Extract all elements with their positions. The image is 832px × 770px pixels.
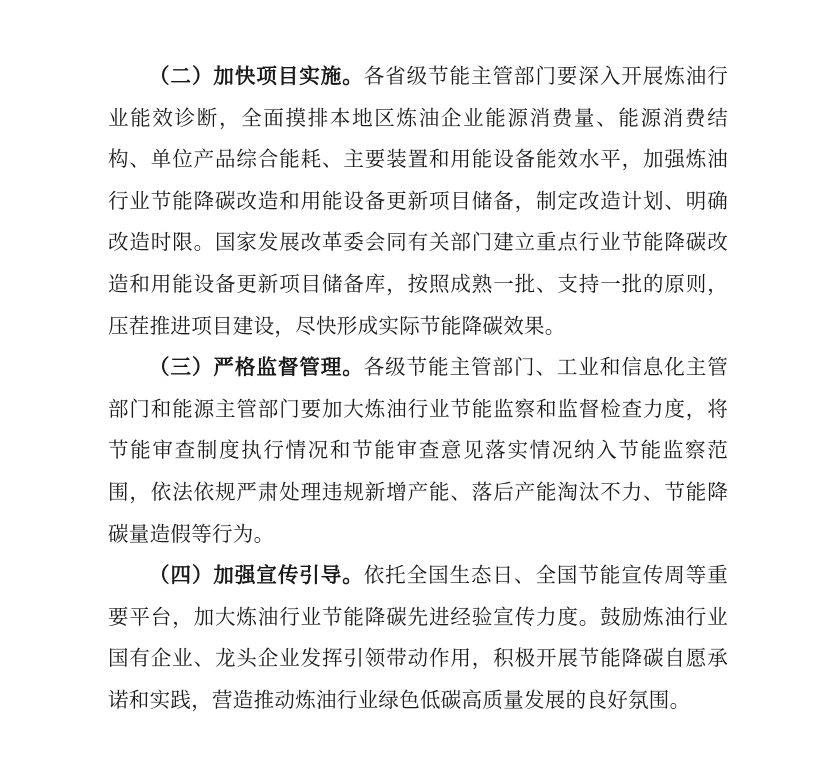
- paragraph-heading: （四）加强宣传引导。: [149, 563, 364, 588]
- paragraph-publicity: [108, 555, 728, 721]
- paragraph-body: 各省级节能主管部门要深入开展炼油行业能效诊断，全面摸排本地区炼油企业能源消费量、能源消费结构、单位产品综合能耗、主要装置和用能设备能效水平，加强炼油行业节能降碳改造和用能设备更新项目储备，制定改造计划、明确改造时限。国家发展改革委会同有关部门建立重点行业节能降碳改造和用能设备更新项目储备库，按照成熟一批、支持一批的原则，压茬推进项目建设，尽快形成实际节能降碳效果。: [108, 64, 729, 338]
- paragraph-heading: （三）严格监督管理。: [149, 355, 364, 380]
- paragraph-project-implementation: [108, 56, 728, 347]
- paragraph-heading: （二）加快项目实施。: [149, 64, 364, 88]
- paragraph-supervision: [108, 347, 728, 555]
- document-page: [108, 56, 728, 722]
- paragraph-body: 各级节能主管部门、工业和信息化主管部门和能源主管部门要加大炼油行业节能监察和监督检查力度，将节能审查制度执行情况和节能审查意见落实情况纳入节能监察范围，依法依规严肃处理违规新增产能、落后产能淘汰不力、节能降碳量造假等行为。: [108, 355, 729, 546]
- paragraph-body: 依托全国生态日、全国节能宣传周等重要平台，加大炼油行业节能降碳先进经验宣传力度。鼓励炼油行业国有企业、龙头企业发挥引领带动作用，积极开展节能降碳自愿承诺和实践，营造推动炼油行业绿色低碳高质量发展的良好氛围。: [108, 563, 729, 712]
